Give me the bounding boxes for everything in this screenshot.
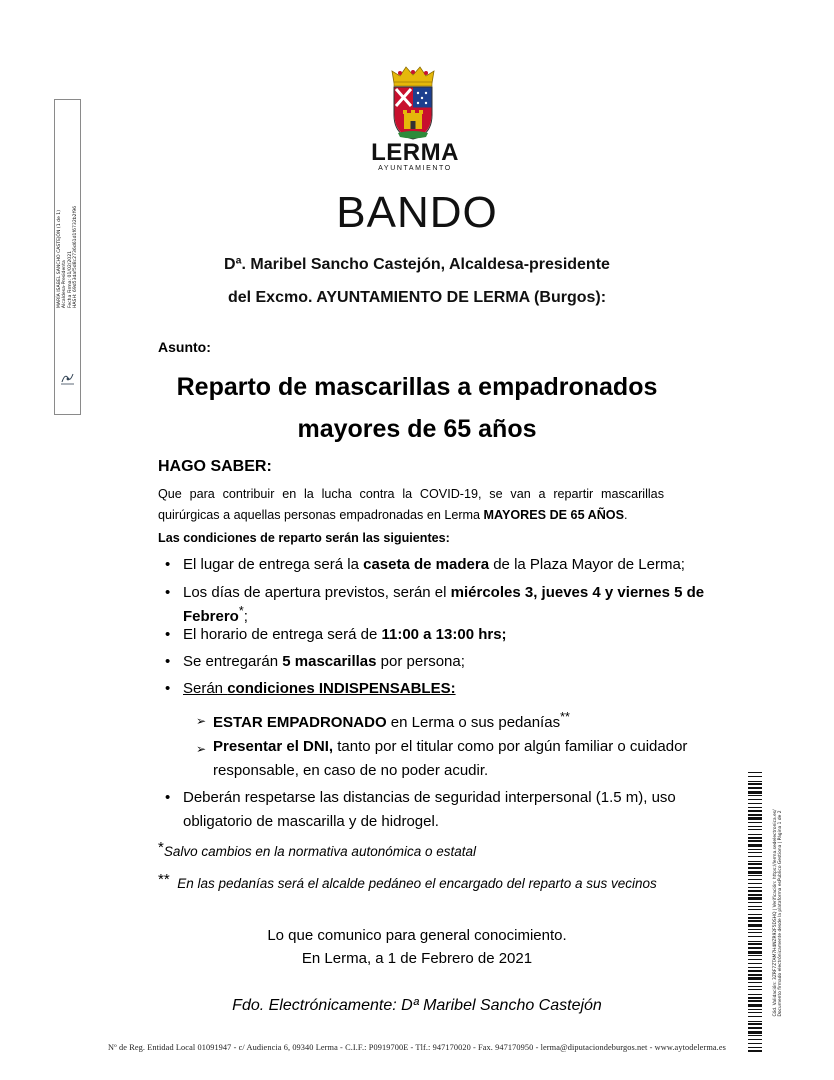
barcode-bar [748,849,762,850]
barcode-bar [748,989,762,990]
barcode-icon [748,772,762,1054]
barcode-bar [748,982,762,983]
author-line-2: del Excmo. AYUNTAMIENTO DE LERMA (Burgos): [227,289,607,306]
stamp-line-hash: HASH: 69d53daf5d8c2736d61d1f6732b2f96 [72,205,78,309]
barcode-bar [748,1000,762,1002]
barcode-bar [748,986,762,987]
barcode-bar [748,799,762,800]
bullet-text: obligatorio de mascarilla y de hidrogel. [183,813,439,830]
hago-saber-heading: HAGO SABER: [158,458,272,475]
barcode-bar [748,967,762,968]
lerma-coat-of-arms-icon [388,63,438,141]
barcode-bar [748,776,762,777]
barcode-bar [748,1021,762,1022]
barcode-bar [748,834,762,835]
barcode-bar [748,974,762,976]
barcode-bar [748,803,762,804]
barcode-bar [748,1047,762,1048]
barcode-bar [748,897,762,900]
footnote-marker: ** [158,871,170,888]
barcode-bar [748,1009,762,1010]
bullet-text: responsable, en caso de no poder acudir. [213,762,489,779]
author-line-1: Dª. Maribel Sancho Castejón, Alcaldesa-presidente [224,256,610,273]
stamp-line-role: Alcaldesa-Presidenta [62,260,68,309]
barcode-bar [748,1039,762,1040]
bullet-text: El lugar de entrega será la [183,556,364,573]
arrow-bullet-icon: ➢ [196,742,207,756]
barcode-bar [748,871,762,874]
barcode-bar [748,875,762,876]
barcode-bar [748,1023,762,1025]
barcode-bar [748,883,762,884]
closing-date: En Lerma, a 1 de Febrero de 2021 [301,950,533,967]
bullet-bold: ESTAR EMPADRONADO [213,714,387,731]
barcode-bar [748,810,762,812]
barcode-bar [748,856,762,857]
footnote-text: En las pedanías será el alcalde pedáneo el encargado del reparto a sus vecinos [177,876,657,891]
bullet-icon: • [165,680,171,697]
bullet-icon: • [165,626,171,643]
barcode-bar [748,997,762,999]
electronic-signature: Fdo. Electrónicamente: Dª Maribel Sancho Castejón [232,997,602,1014]
intro-paragraph [158,484,664,526]
barcode-bar [748,914,762,915]
footnote-marker: * [238,604,244,618]
lerma-brand [360,141,470,173]
subject-line-1: Reparto de mascarillas a empadronados [176,373,658,401]
bullet-icon: • [165,789,171,806]
conditions-heading: Las condiciones de reparto serán las siguientes: [158,531,450,545]
verification-platform: Documento firmado electrónicamente desde la plataforma esPublico Gestiona | Página 1 de 2 [778,810,783,1017]
footnote-1 [158,839,477,860]
barcode-bar [748,840,762,842]
barcode-bar [748,837,762,839]
barcode-bar [748,959,762,960]
subject-line-2: mayores de 65 años [297,415,537,443]
barcode-bar [748,1016,762,1017]
page-footer: Nº de Reg. Entidad Local 01091947 - c/ Audiencia 6, 09340 Lerma - C.I.F.: P0919700E - Tlf.: 947170020 - Fax. 947170950 - lerma@diputaciondeburgos.net - www.aytodelerma.es [108,1043,726,1052]
barcode-bar [748,814,762,816]
barcode-bar [748,951,762,954]
barcode-bar [748,1004,762,1007]
barcode-bar [748,807,762,808]
footnote-marker: ** [560,710,570,724]
barcode-bar [748,787,762,789]
barcode-bar [748,844,762,847]
bullet-text: ; [243,608,248,625]
page-title: BANDO [336,188,498,237]
footnote-marker: * [158,839,164,856]
bullet-text: de la Plaza Mayor de Lerma; [489,556,685,573]
subject-heading [0,366,834,450]
barcode-bar [748,852,762,853]
barcode-bar [748,863,762,865]
bullet-icon: • [165,653,171,670]
barcode-bar [748,1043,762,1044]
intro-bold: MAYORES DE 65 AÑOS [483,508,624,522]
bullet-bold: caseta de madera [363,556,490,573]
bullet-bold: miércoles 3, jueves 4 y viernes 5 de [450,584,705,601]
intro-text: Que para contribuir en la lucha contra la COVID-19, se van a repartir mascarillas quirúrgicas a aquellas personas empadronadas en Lerma [158,487,664,522]
barcode-bar [748,791,762,794]
bullet-text: Deberán respetarse las distancias de seguridad interpersonal (1.5 m), uso [183,789,676,806]
bullet-text: El horario de entrega será de [183,626,382,643]
barcode-bar [748,902,762,903]
stamp-line-signer: MARÍA ISABEL SANCHO CASTEJÓN (1 de 1) [56,209,62,309]
bullet-text: en Lerma o sus pedanías [386,714,561,731]
barcode-bar [748,783,762,785]
barcode-bar [748,890,762,892]
barcode-bar [748,772,762,773]
barcode-bar [748,970,762,972]
barcode-bar [748,879,762,880]
barcode-bar [748,920,762,922]
subject-label: Asunto: [158,339,211,355]
barcode-bar [748,917,762,919]
barcode-bar [748,781,762,782]
footnote-text: Salvo cambios en la normativa autonómica o estatal [163,844,477,859]
intro-end: . [623,508,628,522]
barcode-bar [748,795,762,796]
bullet-bold: condiciones INDISPENSABLES: [227,680,456,697]
barcode-bar [748,826,762,827]
bullet-text: por persona; [376,653,465,670]
bullet-text: Serán [183,680,228,697]
brand-name: LERMA [371,139,459,166]
barcode-bar [748,887,762,888]
barcode-bar [748,867,762,869]
barcode-bar [748,963,762,964]
barcode-bar [748,941,762,942]
barcode-bar [748,1050,762,1052]
bullet-text: Se entregarán [183,653,283,670]
barcode-bar [748,932,762,933]
barcode-bar [748,943,762,945]
arrow-bullet-icon: ➢ [196,714,207,728]
bullet-icon: • [165,556,171,573]
barcode-bar [748,994,762,995]
bullet-bold: 11:00 a 13:00 hrs; [381,626,507,643]
barcode-bar [748,936,762,937]
barcode-bar [748,924,762,927]
stamp-line-date: Fecha Firma: 01/02/2021 [67,250,73,309]
bullet-icon: • [165,584,171,601]
bullet-bold: Presentar el DNI, [213,738,334,755]
barcode-bar [748,822,762,823]
barcode-bar [748,861,762,862]
barcode-bar [748,929,762,930]
brand-subtitle: AYUNTAMIENTO [378,165,452,172]
barcode-bar [748,1031,762,1034]
barcode-bar [748,894,762,896]
barcode-bar [748,1035,762,1036]
barcode-bar [748,977,762,980]
barcode-bar [748,909,762,910]
bullet-text: tanto por el titular como por algún familiar o cuidador [333,738,688,755]
barcode-bar [748,1012,762,1013]
bullet-bold: 5 mascarillas [282,653,377,670]
barcode-bar [748,947,762,949]
verification-code: Cód. Validación: 3ZRF7ZTAM7H4NZR92F5DSHQ | Verificación: https://lerma.sedelectronica.es/ [772,809,778,1017]
barcode-bar [748,906,762,907]
bullet-text: Los días de apertura previstos, serán el [183,584,451,601]
bullet-bold: Febrero [183,608,239,625]
barcode-bar [748,829,762,830]
barcode-bar [748,817,762,820]
footnote-2 [158,871,657,892]
barcode-bar [748,1027,762,1029]
barcode-bar [748,955,762,956]
verification-text [773,809,783,1016]
closing-line-1: Lo que comunico para general conocimiento. [267,927,567,944]
verification-strip [768,772,788,1054]
